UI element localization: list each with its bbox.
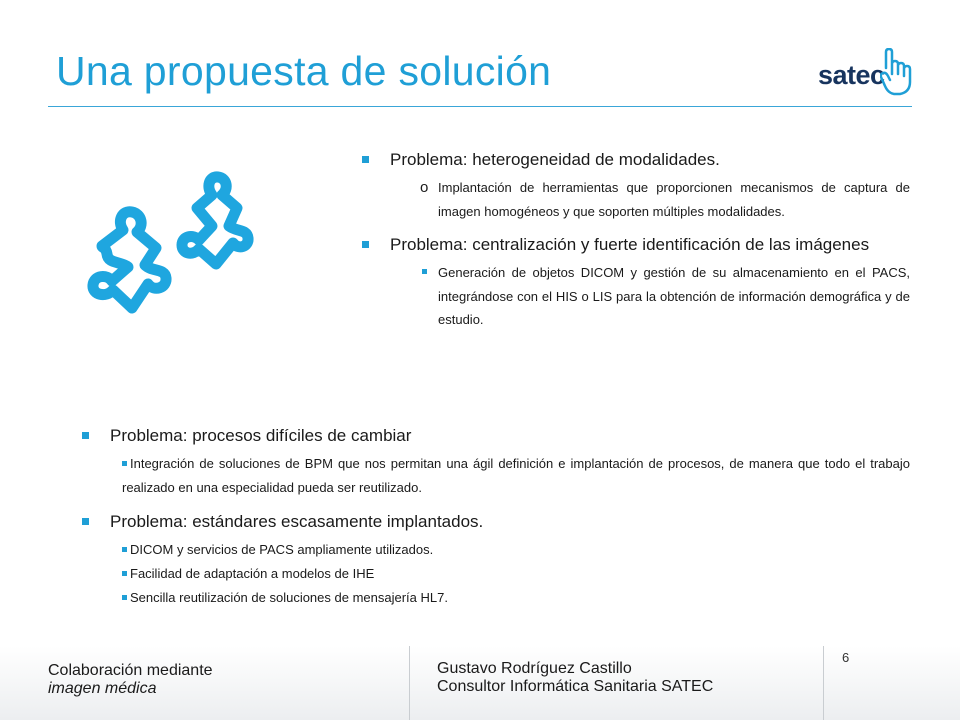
circle-bullet-icon: o — [420, 179, 429, 196]
bottom-bullet-list — [110, 424, 910, 620]
puzzle-pieces-icon — [72, 168, 282, 364]
footer-event-title: Colaboración mediante imagen médica — [48, 662, 213, 697]
page-number: 6 — [842, 650, 850, 665]
sub-list-item: o Implantación de herramientas que proporcionen mecanismos de captura de imagen homogéneos y que soporten múltiples modalidades. — [438, 176, 910, 223]
small-square-bullet-icon — [122, 461, 127, 466]
list-item: Problema: procesos difíciles de cambiar — [110, 424, 910, 448]
small-square-bullet-icon — [122, 571, 127, 576]
sub-list-item: Generación de objetos DICOM y gestión de su almacenamiento en el PACS, integrándose con el HIS o LIS para la obtención de información demográfica y de estudio. — [438, 261, 910, 332]
square-bullet-icon — [362, 156, 369, 163]
top-bullet-list — [390, 148, 910, 342]
list-item: Problema: estándares escasamente implantados. — [110, 510, 910, 534]
footer-divider — [823, 646, 824, 720]
title-divider — [48, 106, 912, 107]
small-square-bullet-icon — [122, 547, 127, 552]
sub-list-item: Facilidad de adaptación a modelos de IHE — [122, 562, 910, 586]
pointing-hand-icon — [880, 48, 916, 100]
list-item: Problema: centralización y fuerte identificación de las imágenes — [390, 233, 910, 257]
slide-title: Una propuesta de solución — [56, 48, 552, 94]
sub-list-item: Sencilla reutilización de soluciones de mensajería HL7. — [122, 586, 910, 610]
logo-text: satec — [818, 60, 885, 90]
square-bullet-icon — [82, 432, 89, 439]
small-square-bullet-icon — [122, 595, 127, 600]
list-item: Problema: heterogeneidad de modalidades. — [390, 148, 910, 172]
sub-list-item: Integración de soluciones de BPM que nos permitan una ágil definición e implantación de procesos, de manera que todo el trabajo realizado en una especialidad pueda ser reutilizado. — [122, 456, 910, 495]
sub-list-item: DICOM y servicios de PACS ampliamente utilizados. — [122, 538, 910, 562]
small-square-bullet-icon — [422, 269, 427, 274]
square-bullet-icon — [82, 518, 89, 525]
footer-divider — [409, 646, 410, 720]
satec-logo — [818, 48, 918, 100]
footer-author: Gustavo Rodríguez Castillo Consultor Informática Sanitaria SATEC — [437, 660, 714, 695]
square-bullet-icon — [362, 241, 369, 248]
